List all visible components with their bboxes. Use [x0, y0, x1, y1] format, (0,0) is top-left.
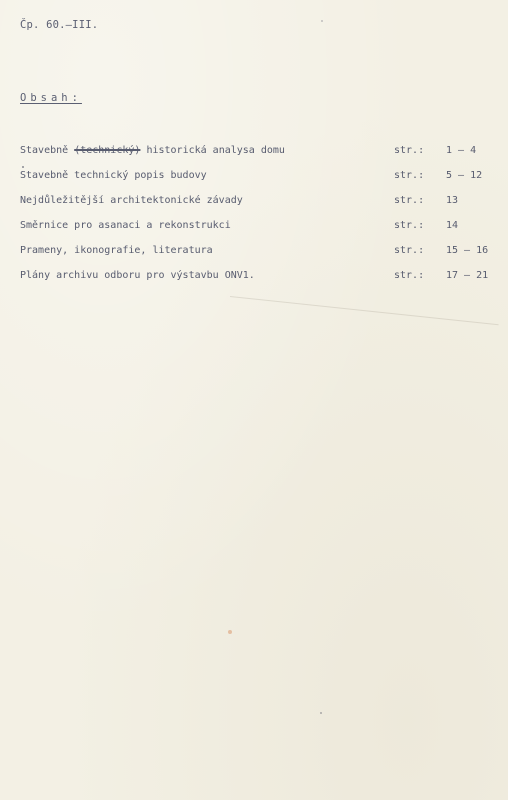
- page-range: 14: [446, 220, 459, 231]
- page-label: str.:: [394, 220, 425, 231]
- contents-heading: Obsah:: [20, 92, 82, 104]
- toc-entry: [20, 194, 500, 219]
- toc-entry-title-text: Stavebně: [20, 145, 75, 156]
- toc-entry: [20, 144, 500, 169]
- toc-entry-title: Stavebně technický popis budovy: [20, 170, 207, 181]
- page-label: str.:: [394, 245, 425, 256]
- toc-entry: [20, 169, 500, 194]
- page-range: 15 – 16: [446, 245, 489, 256]
- paper-speck: [22, 166, 24, 168]
- toc-entry-title: Nejdůležitější architektonické závady: [20, 195, 243, 206]
- table-of-contents: [20, 144, 500, 294]
- toc-entry-title: [20, 144, 285, 158]
- paper-speck: [228, 630, 232, 634]
- struck-through-word: (technický): [74, 145, 141, 156]
- page-range: 13: [446, 195, 459, 206]
- page-range: 5 – 12: [446, 170, 483, 181]
- page-range: 1 – 4: [446, 145, 477, 156]
- page-label: str.:: [394, 170, 425, 181]
- document-reference: Čp. 60.–III.: [20, 19, 99, 31]
- paper-speck: [320, 712, 322, 714]
- paper-speck: [321, 20, 323, 22]
- toc-entry-title: Směrnice pro asanaci a rekonstrukci: [20, 220, 231, 231]
- page-label: str.:: [394, 195, 425, 206]
- page-label: str.:: [394, 145, 425, 156]
- page-label: str.:: [394, 270, 425, 281]
- toc-entry-title-text: historická analysa domu: [140, 145, 285, 156]
- toc-entry: [20, 244, 500, 269]
- toc-entry: [20, 219, 500, 244]
- toc-entry: [20, 269, 500, 294]
- toc-entry-title: Prameny, ikonografie, literatura: [20, 245, 213, 256]
- page-range: 17 – 21: [446, 270, 489, 281]
- toc-entry-title: Plány archivu odboru pro výstavbu ONV1.: [20, 270, 255, 281]
